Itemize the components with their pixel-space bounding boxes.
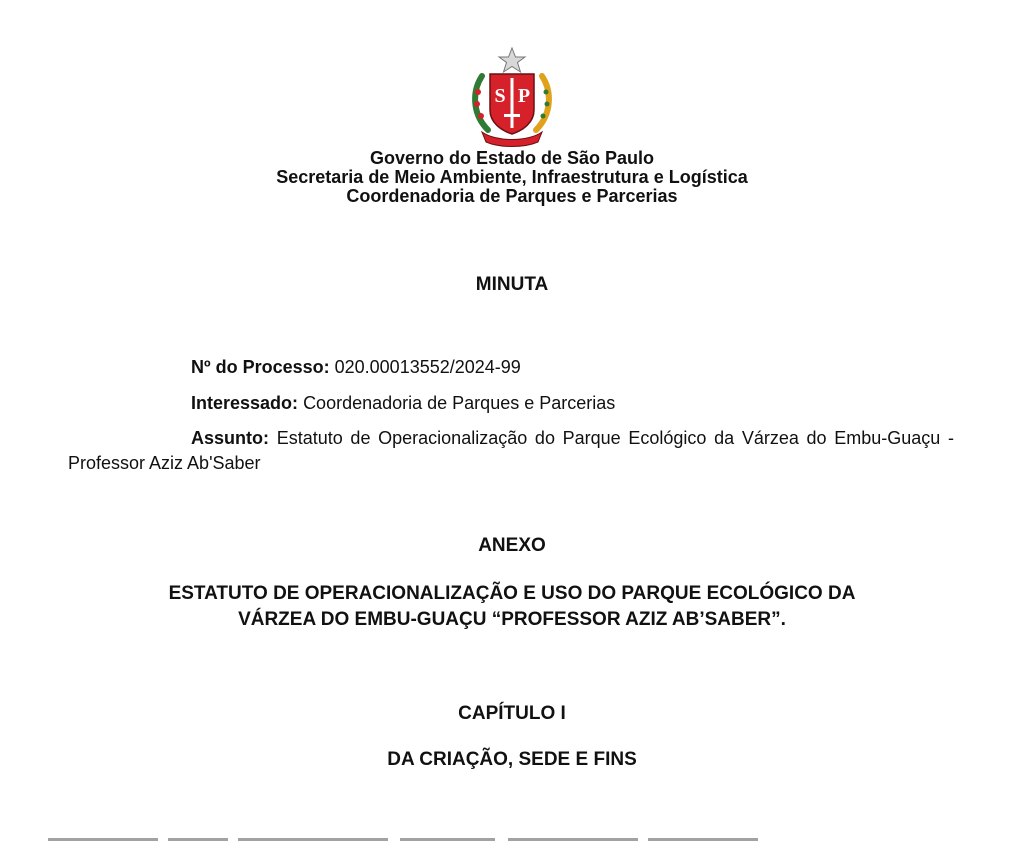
- svg-text:P: P: [517, 85, 531, 107]
- subject-label: Assunto:: [191, 428, 269, 448]
- subject-paragraph: [68, 426, 954, 476]
- star-icon: [499, 48, 525, 72]
- interested-party-value: Coordenadoria de Parques e Parcerias: [303, 393, 616, 413]
- annex-heading: ANEXO: [478, 535, 546, 556]
- statute-title-line-1: ESTATUTO DE OPERACIONALIZAÇÃO E USO DO PARQUE ECOLÓGICO DA: [168, 583, 856, 604]
- government-name: Governo do Estado de São Paulo: [369, 148, 655, 168]
- secretariat-name: Secretaria de Meio Ambiente, Infraestrutura e Logística: [276, 167, 748, 187]
- subject-value: Estatuto de Operacionalização do Parque Ecológico da Várzea do Embu-Guaçu - Professor Aziz Ab'Saber: [68, 428, 954, 473]
- statute-title: [0, 581, 1024, 633]
- chapter-title: DA CRIAÇÃO, SEDE E FINS: [387, 749, 637, 770]
- sao-paulo-coat-of-arms-logo: [468, 46, 556, 148]
- statute-title-line-2: VÁRZEA DO EMBU-GUAÇU “PROFESSOR AZIZ AB’SABER”.: [238, 609, 786, 630]
- chapter-heading: CAPÍTULO I: [458, 703, 566, 724]
- svg-text:S: S: [494, 85, 506, 107]
- document-type-heading: MINUTA: [475, 274, 549, 295]
- process-number-value: 020.00013552/2024-99: [334, 357, 521, 377]
- institution-header: [0, 149, 1024, 206]
- process-number-line: [191, 357, 521, 378]
- clipped-text-line: [48, 838, 768, 842]
- interested-party-line: [191, 393, 615, 414]
- process-number-label: Nº do Processo:: [191, 357, 330, 377]
- coordination-name: Coordenadoria de Parques e Parcerias: [346, 186, 678, 206]
- interested-party-label: Interessado:: [191, 393, 299, 413]
